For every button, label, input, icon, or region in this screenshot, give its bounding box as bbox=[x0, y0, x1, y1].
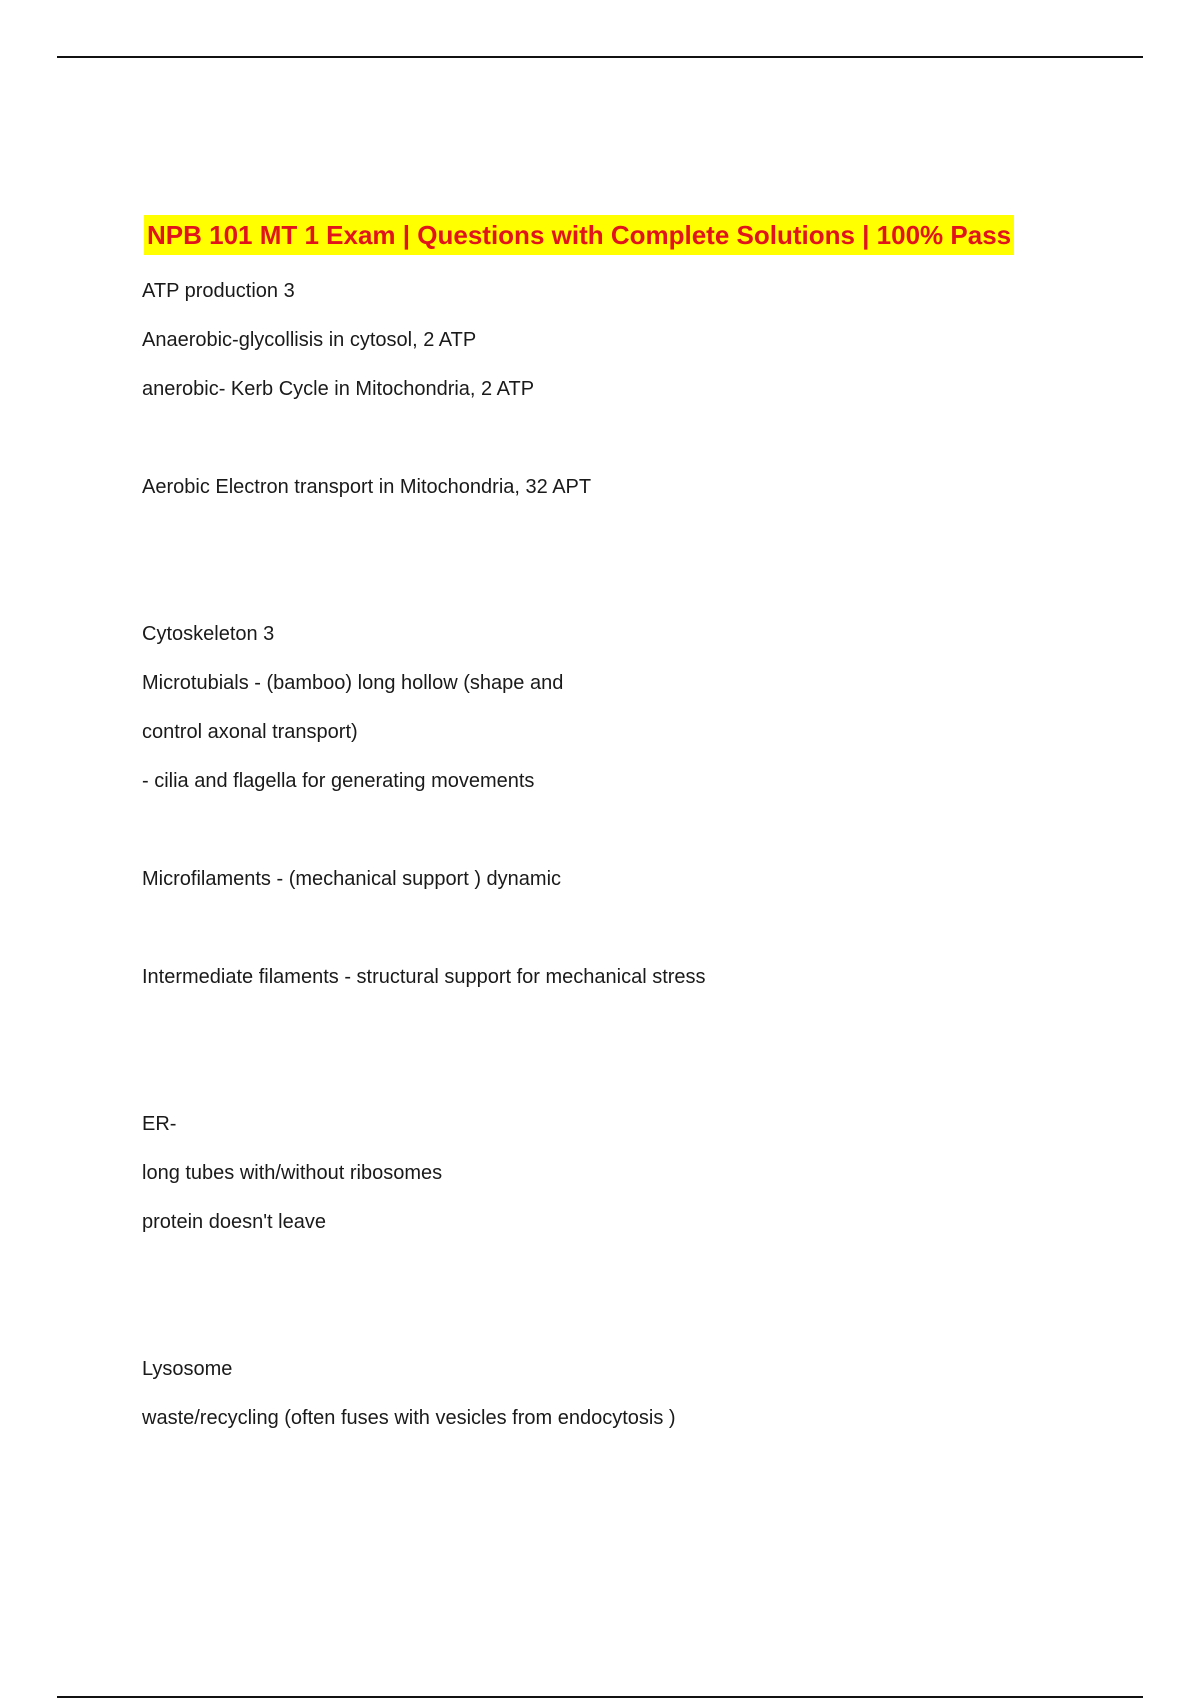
text-line: waste/recycling (often fuses with vesicles from endocytosis ) bbox=[142, 1407, 676, 1429]
text-line: ATP production 3 bbox=[142, 280, 295, 302]
text-line: protein doesn't leave bbox=[142, 1211, 326, 1233]
footer-rule bbox=[57, 1696, 1143, 1698]
text-line: ER- bbox=[142, 1113, 177, 1135]
text-line: Anaerobic-glycollisis in cytosol, 2 ATP bbox=[142, 329, 477, 351]
text-line: anerobic- Kerb Cycle in Mitochondria, 2 ATP bbox=[142, 378, 535, 400]
text-line: control axonal transport) bbox=[142, 721, 358, 743]
header-rule bbox=[57, 56, 1143, 58]
text-line: Lysosome bbox=[142, 1358, 233, 1380]
document-title: NPB 101 MT 1 Exam | Questions with Complete Solutions | 100% Pass bbox=[144, 215, 1014, 255]
text-line: - cilia and flagella for generating movements bbox=[142, 770, 535, 792]
text-line: Microfilaments - (mechanical support ) dynamic bbox=[142, 868, 562, 890]
text-line: long tubes with/without ribosomes bbox=[142, 1162, 443, 1184]
text-line: Microtubials - (bamboo) long hollow (shape and bbox=[142, 672, 564, 694]
text-line: Cytoskeleton 3 bbox=[142, 623, 275, 645]
text-line: Intermediate filaments - structural support for mechanical stress bbox=[142, 966, 706, 988]
text-line: Aerobic Electron transport in Mitochondria, 32 APT bbox=[142, 476, 592, 498]
